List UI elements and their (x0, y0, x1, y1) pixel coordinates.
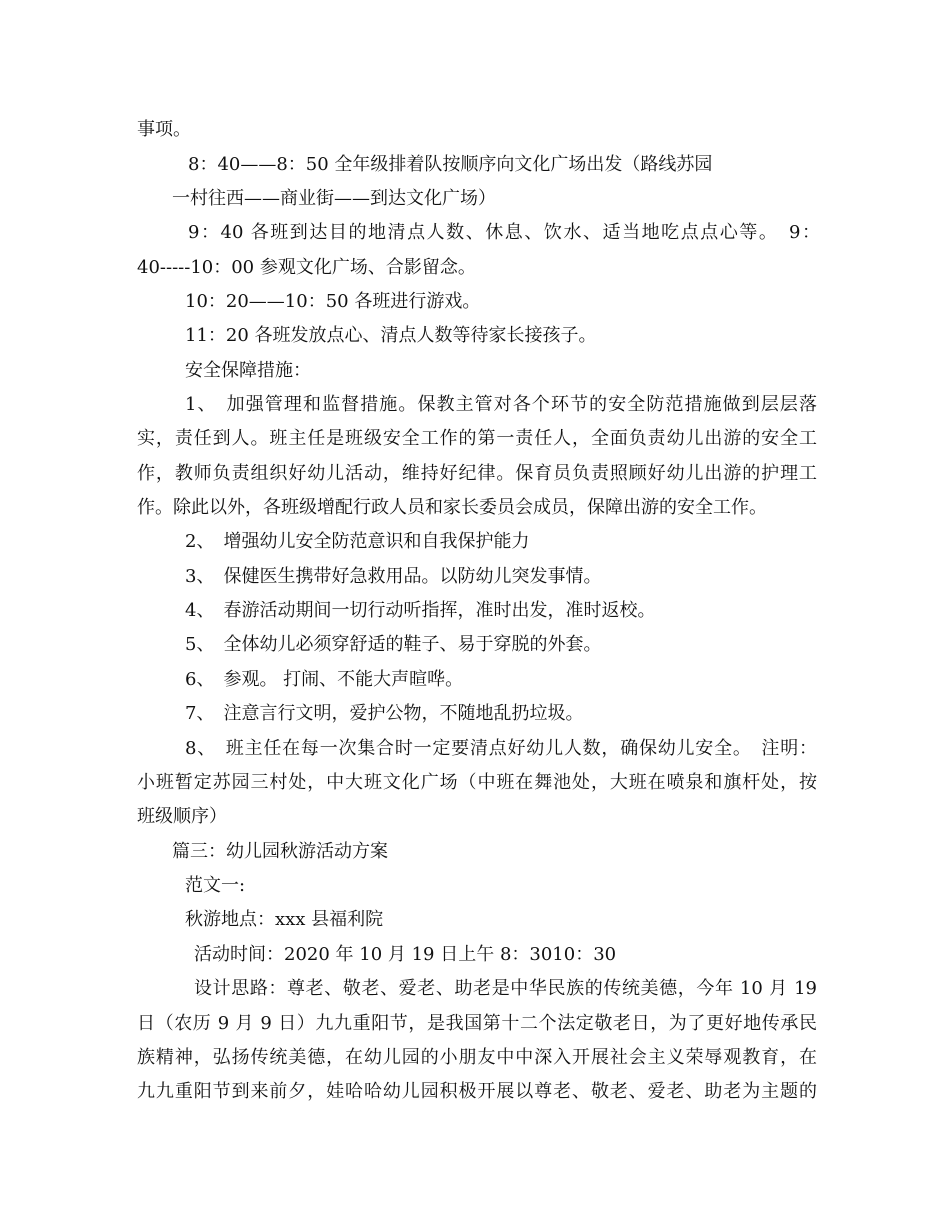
text-line: 作。除此以外，各班级增配行政人员和家长委员会成员，保障出游的安全工作。 (137, 497, 767, 518)
text-line: 小班暂定苏园三村处，中大班文化广场（中班在舞池处，大班在喷泉和旗杆处，按 (137, 772, 817, 793)
text-line: 40-----10：00 参观文化广场、合影留念。 (137, 257, 476, 278)
list-item: 6、 参观。 打闹、不能大声暄哗。 (185, 669, 464, 690)
text-line: 班级顺序） (137, 806, 227, 827)
text-line: 活动时间：2020 年 10 月 19 日上午 8：3010：30 (194, 944, 617, 965)
text-line: 事项。 (137, 119, 191, 140)
text-line: 九九重阳节到来前夕，娃哈哈幼儿园积极开展以尊老、敬老、爱老、助老为主题的 (137, 1081, 817, 1102)
text-line: 一村往西——商业街——到达文化广场） (172, 188, 496, 209)
text-line: 8：40——8：50 全年级排着队按顺序向文化广场出发（路线苏园 (188, 154, 713, 175)
text-line: 作，教师负责组织好幼儿活动，维持好纪律。保育员负责照顾好幼儿出游的护理工 (137, 463, 817, 484)
text-line: 11：20 各班发放点心、清点人数等待家长接孩子。 (185, 325, 597, 346)
list-item: 5、 全体幼儿必须穿舒适的鞋子、易于穿脱的外套。 (185, 634, 602, 655)
list-item: 2、 增强幼儿安全防范意识和自我保护能力 (185, 531, 530, 552)
text-line: 秋游地点：xxx 县福利院 (185, 909, 384, 930)
text-line: 9：40 各班到达目的地清点人数、休息、饮水、适当地吃点点心等。 9： (188, 222, 820, 243)
text-line: 实，责任到人。班主任是班级安全工作的第一责任人，全面负责幼儿出游的安全工 (137, 428, 817, 449)
list-item: 8、 班主任在每一次集合时一定要清点好幼儿人数，确保幼儿安全。 注明： (185, 738, 817, 759)
list-item: 4、 春游活动期间一切行动听指挥，准时出发，准时返校。 (185, 600, 656, 621)
text-line: 范文一: (185, 875, 246, 896)
text-line: 设计思路：尊老、敬老、爱老、助老是中华民族的传统美德，今年 10 月 19 (194, 978, 817, 999)
text-line: 1、 加强管理和监督措施。保教主管对各个环节的安全防范措施做到层层落 (185, 394, 817, 415)
text-line: 日（农历 9 月 9 日）九九重阳节，是我国第十二个法定敬老日，为了更好地传承民 (137, 1013, 817, 1034)
list-item: 7、 注意言行文明，爱护公物，不随地乱扔垃圾。 (185, 703, 584, 724)
list-item: 3、 保健医生携带好急救用品。以防幼儿突发事情。 (185, 566, 602, 587)
section-heading: 篇三：幼儿园秋游活动方案 (172, 841, 388, 862)
text-line: 10：20——10：50 各班进行游戏。 (185, 291, 481, 312)
section-heading: 安全保障措施： (185, 360, 311, 381)
text-line: 族精神，弘扬传统美德，在幼儿园的小朋友中中深入开展社会主义荣辱观教育，在 (137, 1047, 817, 1068)
